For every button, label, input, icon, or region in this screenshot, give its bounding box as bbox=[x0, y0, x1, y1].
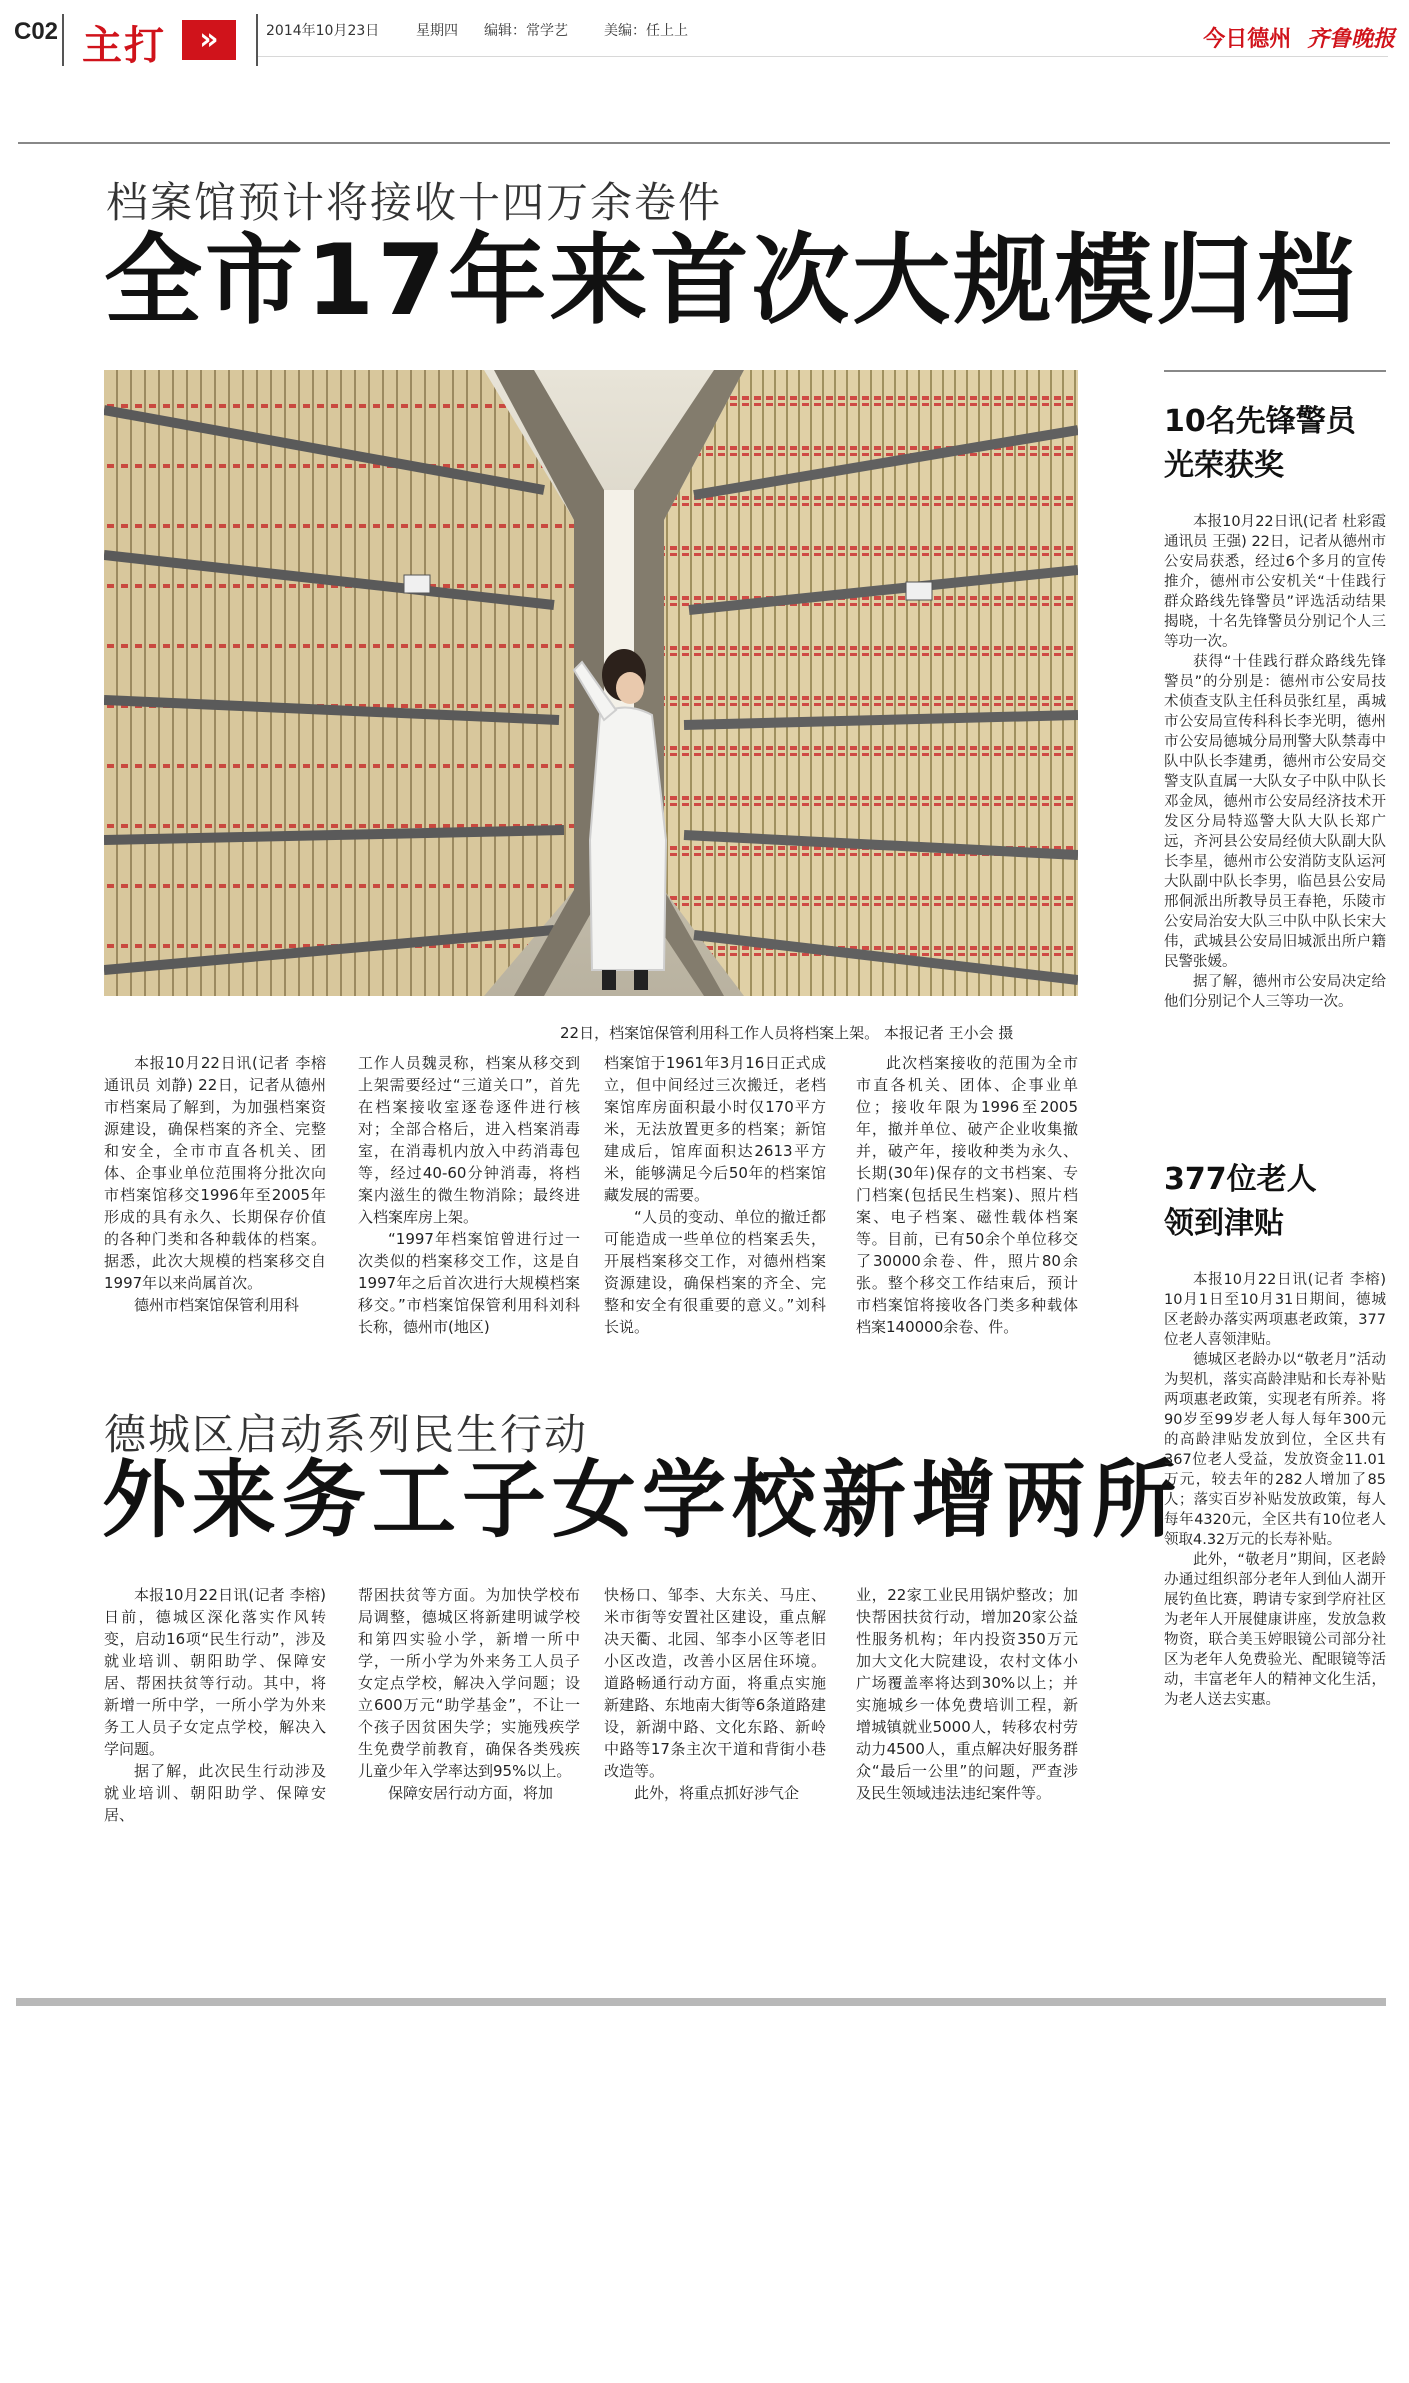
paragraph: “1997年档案馆曾进行过一次类似的档案移交工作，这是自1997年之后首次进行大规模档案移交。”市档案馆保管利用科刘科长称，德州市(地区) bbox=[358, 1230, 580, 1336]
paragraph: 德城区老龄办以“敬老月”活动为契机，落实高龄津贴和长寿补贴两项惠老政策，实现老有所养。将90岁至99岁老人每人每年300元的高龄津贴发放到位，全区共有367位老人受益，发放资金11.01万元，较去年的282人增加了85人；落实百岁补贴发放政策，每人每年4320元，全区共有10位老人领取4.32万元的长寿补贴。 bbox=[1164, 1352, 1386, 1548]
paragraph: “人员的变动、单位的撤迁都可能造成一些单位的档案丢失，开展档案移交工作，对德州档案资源建设，确保档案的齐全、完整和安全有很重要的意义。”刘科长说。 bbox=[604, 1208, 826, 1336]
paragraph: 工作人员魏灵称，档案从移交到上架需要经过“三道关口”，首先在档案接收室逐卷逐件进行核对；全部合格后，进入档案消毒室，在消毒机内放入中药消毒包等，经过40-60分钟消毒，将档案内滋生的微生物消除；最终进入档案库房上架。 bbox=[358, 1054, 580, 1226]
paragraph: 获得“十佳践行群众路线先锋警员”的分别是：德州市公安局技术侦查支队主任科员张红星，禹城市公安局宣传科科长李光明，德州市公安局德城分局刑警大队禁毒中队中队长李建勇，德州市公安局交警支队直属一大队女子中队中队长邓金凤，德州市公安局经济技术开发区分局特巡警大队大队长郑广远，齐河县公安局经侦大队副大队长李星，德州市公安消防支队运河大队副中队长李男，临邑县公安局邢侗派出所教导员王春艳，乐陵市公安局治安大队三中队中队长宋大伟，武城县公安局旧城派出所户籍民警张媛。 bbox=[1164, 654, 1386, 970]
archive-shelves-illustration bbox=[104, 370, 1078, 996]
page-bottom-bar bbox=[16, 1998, 1386, 2006]
story1-headline: 全市17年来首次大规模归档 bbox=[104, 224, 1358, 338]
paragraph: 帮困扶贫等方面。为加快学校布局调整，德城区将新建明诚学校和第四实验小学，新增一所中学，一所小学为外来务工人员子女定点学校，解决入学问题；设立600万元“助学基金”，不让一个孩子因贫困失学；实施残疾学生免费学前教育，确保各类残疾儿童少年入学率达到95%以上。 bbox=[358, 1586, 580, 1780]
issue-date: 2014年10月23日 bbox=[266, 23, 380, 39]
paragraph: 本报10月22日讯(记者 杜彩霞 通讯员 王强) 22日，记者从德州市公安局获悉，经过6个多月的宣传推介，德州市公安机关“十佳践行群众路线先锋警员”评选活动结果揭晓，十名先锋警员分别记个人三等功一次。 bbox=[1164, 514, 1386, 650]
header-bottom-rule bbox=[18, 142, 1390, 144]
paragraph: 本报10月22日讯(记者 李榕) 10月1日至10月31日期间，德城区老龄办落实两项惠老政策，377位老人喜领津贴。 bbox=[1164, 1272, 1386, 1348]
paragraph: 快杨口、邹李、大东关、马庄、米市街等安置社区建设，重点解决天衢、北园、邹李小区等老旧小区改造，改善小区居住环境。道路畅通行动方面，将重点实施新建路、东地南大街等6条道路建设，新湖中路、文化东路、新岭中路等17条主次干道和背街小巷改造等。 bbox=[604, 1586, 826, 1780]
sidebar-rule bbox=[1164, 370, 1386, 372]
story1-column-2 bbox=[358, 1052, 580, 1338]
photo-caption: 22日，档案馆保管利用科工作人员将档案上架。 本报记者 王小会 摄 bbox=[560, 1024, 1014, 1042]
paragraph: 据了解，此次民生行动涉及就业培训、朝阳助学、保障安居、 bbox=[104, 1762, 326, 1824]
paragraph: 保障安居行动方面，将加 bbox=[388, 1784, 554, 1802]
story2-column-2 bbox=[358, 1584, 580, 1804]
side1-headline bbox=[1164, 400, 1356, 488]
paragraph: 本报10月22日讯(记者 李榕) 日前，德城区深化落实作风转变，启动16项“民生行动”，涉及就业培训、朝阳助学、保障安居、帮困扶贫等行动。其中，将新增一所中学，一所小学为外来务工人员子女定点学校，解决入学问题。 bbox=[104, 1586, 326, 1758]
story2-column-4 bbox=[856, 1584, 1078, 1804]
side1-body bbox=[1164, 512, 1386, 1012]
paragraph: 德州市档案馆保管利用科 bbox=[134, 1296, 300, 1314]
paragraph: 档案馆于1961年3月16日正式成立，但中间经过三次搬迁，老档案馆库房面积最小时仅170平方米，无法放置更多的档案；新馆建成后，馆库面积达2613平方米，能够满足今后50年的档案馆藏发展的需要。 bbox=[604, 1054, 826, 1204]
story1-column-4 bbox=[856, 1052, 1078, 1338]
header-divider bbox=[62, 14, 64, 66]
issue-weekday: 星期四 bbox=[416, 23, 458, 39]
story1-column-1 bbox=[104, 1052, 326, 1316]
story2-column-3 bbox=[604, 1584, 826, 1804]
designer-credit: 美编：任上上 bbox=[604, 23, 688, 39]
paragraph: 本报10月22日讯(记者 李榕 通讯员 刘静) 22日，记者从德州市档案局了解到，为加强档案资源建设，确保档案的齐全、完整和安全，全市市直各机关、团体、企事业单位范围将分批次向市档案馆移交1996年至2005年形成的具有永久、长期保存价值的各种门类和各种载体的档案。据悉，此次大规模的档案移交自1997年以来尚属首次。 bbox=[104, 1054, 326, 1292]
headline-line: 光荣获奖 bbox=[1164, 448, 1284, 483]
editor-credit: 编辑：常学艺 bbox=[484, 23, 568, 39]
story1-column-3 bbox=[604, 1052, 826, 1338]
section-title: 主打 bbox=[82, 23, 166, 69]
paragraph: 业，22家工业民用锅炉整改；加快帮困扶贫行动，增加20家公益性服务机构；年内投资350万元加大文化大院建设，农村文体小广场覆盖率将达到30%以上；并实施城乡一体免费培训工程，新增城镇就业5000人，转移农村劳动力4500人，重点解决好服务群众“最后一公里”的问题，严查涉及民生领域违法违纪案件等。 bbox=[856, 1586, 1078, 1802]
section-arrow-icon: » bbox=[182, 20, 236, 60]
headline-line: 377位老人 bbox=[1164, 1162, 1317, 1197]
story2-kicker: 德城区启动系列民生行动 bbox=[104, 1410, 589, 1459]
paper-name: 今日德州 bbox=[1203, 27, 1292, 52]
paper-masthead bbox=[1203, 22, 1395, 53]
header-rule bbox=[258, 56, 1388, 57]
headline-line: 10名先锋警员 bbox=[1164, 404, 1356, 439]
header-divider bbox=[256, 14, 258, 66]
headline-line: 领到津贴 bbox=[1164, 1206, 1284, 1241]
story1-kicker: 档案馆预计将接收十四万余卷件 bbox=[106, 178, 723, 227]
paper-logo: 齐鲁晚报 bbox=[1306, 26, 1395, 52]
side2-body bbox=[1164, 1270, 1386, 1710]
story2-column-1 bbox=[104, 1584, 326, 1826]
paragraph: 据了解，德州市公安局决定给他们分别记个人三等功一次。 bbox=[1164, 974, 1386, 1010]
paragraph: 此外，将重点抓好涉气企 bbox=[634, 1784, 800, 1802]
archive-photo bbox=[104, 370, 1078, 996]
side2-headline bbox=[1164, 1158, 1317, 1246]
story2-headline: 外来务工子女学校新增两所 bbox=[102, 1451, 1183, 1549]
paragraph: 此次档案接收的范围为全市市直各机关、团体、企事业单位；接收年限为1996至2005年，撤并单位、破产企业收集撤并，破产年，接收种类为永久、长期(30年)保存的文书档案、专门档案(包括民生档案)、照片档案、电子档案、磁性载体档案等。目前，已有50余个单位移交了30000余卷、件，照片80余张。整个移交工作结束后，预计市档案馆将接收各门类多种载体档案140000余卷、件。 bbox=[856, 1054, 1078, 1336]
paragraph: 此外，“敬老月”期间，区老龄办通过组织部分老年人到仙人湖开展钓鱼比赛，聘请专家到学府社区为老年人开展健康讲座，发放急救物资，联合美玉婷眼镜公司部分社区为老年人免费验光、配眼镜等活动，丰富老年人的精神文化生活，为老人送去实惠。 bbox=[1164, 1552, 1386, 1708]
page-number: C02 bbox=[14, 18, 59, 45]
